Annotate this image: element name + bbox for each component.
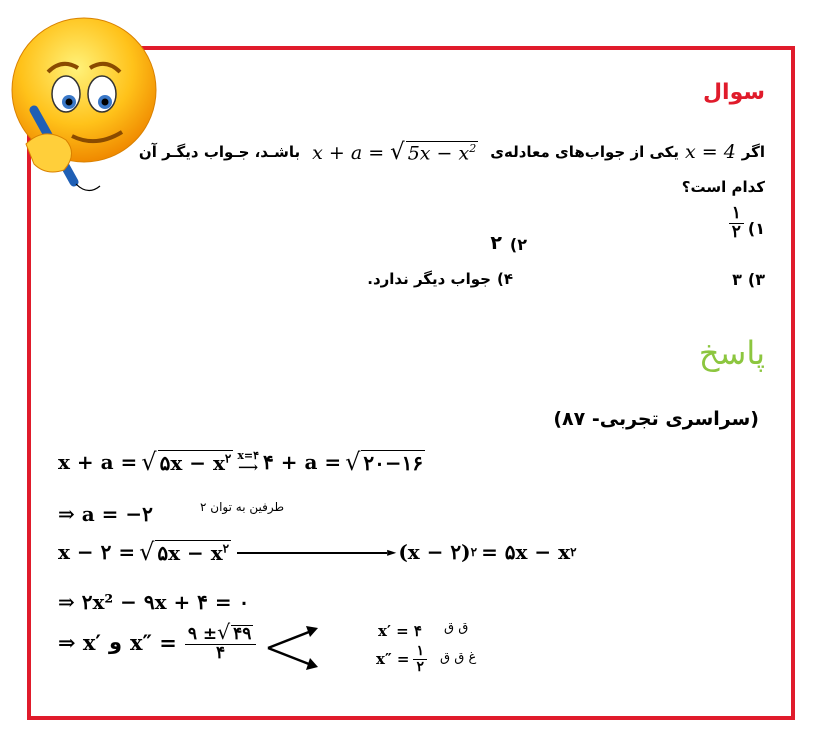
question-text-end: باشـد، جـواب دیگـر آن — [138, 143, 301, 161]
question-heading: سوال — [702, 80, 765, 105]
line3-rhs-tail-exp: ۲ — [570, 545, 577, 559]
line5-num: ۹ ± — [187, 624, 218, 644]
line5-x1: ⇒ x′ — [58, 629, 101, 655]
answer-heading: پاسخ — [698, 334, 765, 372]
equation-exp: 2 — [469, 141, 477, 155]
line3-radicand: ۵x − x — [157, 540, 223, 565]
line1-lhs: x + a = — [58, 450, 138, 474]
equation-lhs: x + a = — [312, 142, 385, 164]
option-2[interactable] — [490, 232, 527, 254]
line1-exp: ۲ — [224, 450, 232, 465]
root-1-note: ق ق — [444, 620, 469, 635]
option-3[interactable] — [732, 270, 765, 289]
sqrt-icon: √ — [217, 620, 231, 644]
line1-radicand: ۵x − x — [159, 450, 225, 475]
option-2-label: ۲) — [509, 235, 527, 254]
line1-rhs: ۴ + a = — [263, 450, 342, 474]
solution-line-3 — [58, 538, 577, 566]
option-2-value: ۲ — [490, 232, 502, 254]
line3-rhs-exp: ۲ — [470, 545, 478, 559]
option-4-label: ۴) — [496, 270, 513, 288]
question-text-mid: یکی از جواب‌های معادله‌ی — [490, 143, 679, 161]
x-value: x = 4 — [684, 141, 736, 163]
sqrt-icon: √ — [390, 139, 405, 165]
option-1-label: ۱) — [747, 218, 765, 238]
sqrt-icon: √ — [139, 538, 155, 566]
equation-radicand: 5x − x — [407, 142, 470, 164]
long-arrow-icon — [237, 552, 387, 554]
arrow-head-icon: ► — [387, 545, 397, 559]
option-4[interactable] — [367, 270, 513, 288]
question-line-1 — [139, 139, 765, 165]
root-2-fraction: $\frac{۱}{۲}$ — [413, 644, 427, 674]
solution-line-2-note: طرفین به توان ۲ — [200, 500, 285, 514]
right-arrow-icon: ⟶ — [238, 459, 259, 476]
root-2-lhs: x″ = — [376, 650, 410, 669]
question-line-2: کدام است؟ — [681, 178, 765, 196]
solution-line-4: ⇒ ۲x² − ۹x + ۴ = ۰ — [58, 590, 250, 614]
line5-den: ۴ — [216, 642, 226, 663]
line5-x2: x″ = — [130, 629, 177, 655]
sqrt-icon: √ — [345, 448, 361, 476]
sqrt-icon: √ — [141, 448, 157, 476]
option-3-value: ۳ — [732, 270, 742, 289]
root-1: x′ = ۴ — [378, 622, 422, 640]
option-1[interactable] — [729, 205, 765, 242]
option-3-label: ۳) — [747, 270, 765, 289]
line3-exp: ۲ — [222, 540, 230, 555]
line5-fraction — [185, 622, 257, 663]
line5-num-radicand: ۴۹ — [233, 624, 252, 644]
answer-source: (سراسری تجربی- ۸۷) — [553, 408, 759, 430]
root-2-note: غ ق ق — [440, 650, 477, 665]
option-4-value: جواب دیگر ندارد. — [367, 270, 491, 288]
line5-and: و — [108, 630, 123, 655]
solution-line-5 — [58, 622, 256, 663]
line1-rhs-radicand: ۲۰−۱۶ — [363, 450, 424, 475]
line3-lhs: x − ۲ = — [58, 540, 136, 564]
line3-rhs-tail: = ۵x − x — [481, 540, 571, 564]
question-text-start: اگر — [741, 143, 765, 161]
option-1-fraction: $\frac{۱}{۲}$ — [729, 205, 744, 242]
solution-line-2: ⇒ a = −۲ — [58, 502, 153, 526]
writing-emoji-icon — [4, 14, 160, 194]
branch-arrows — [264, 622, 324, 672]
root-2 — [376, 644, 427, 674]
arrow-label: x=۴ — [237, 448, 260, 462]
arrow-implies — [237, 450, 259, 475]
line3-rhs: (x − ۲) — [398, 540, 471, 564]
solution-line-1 — [58, 448, 425, 476]
question-equation — [312, 139, 478, 165]
